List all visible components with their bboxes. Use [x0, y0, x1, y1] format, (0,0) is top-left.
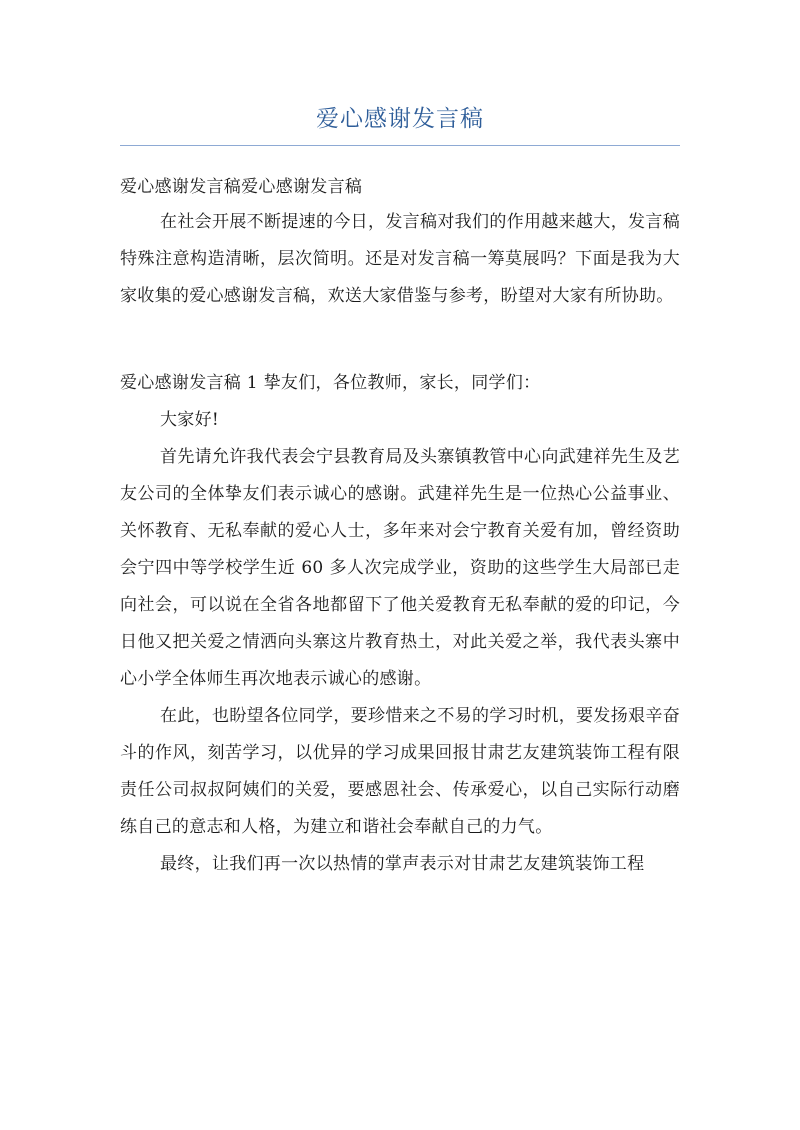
section-heading: 爱心感谢发言稿 1 挚友们，各位教师，家长，同学们：: [120, 373, 541, 393]
subtitle-line: 爱心感谢发言稿爱心感谢发言稿: [120, 177, 363, 197]
document-body: [120, 170, 680, 883]
body-paragraph-2: 在此，也盼望各位同学，要珍惜来之不易的学习时机，要发扬艰辛奋斗的作风，刻苦学习，以优异的学习成果回报甘肃艺友建筑装饰工程有限责任公司叔叔阿姨们的关爱，要感恩社会、传承爱心，以自己实际行动磨练自己的意志和人格，为建立和谐社会奉献自己的力气。: [120, 706, 680, 837]
title-underline: [120, 145, 680, 146]
intro-paragraph: 在社会开展不断提速的今日，发言稿对我们的作用越来越大，发言稿特殊注意构造清晰，层次简明。还是对发言稿一筹莫展吗？下面是我为大家收集的爱心感谢发言稿，欢送大家借鉴与参考，盼望对大家有所协助。: [120, 212, 680, 306]
body-paragraph-3: 最终，让我们再一次以热情的掌声表示对甘肃艺友建筑装饰工程: [160, 854, 645, 874]
body-paragraph-1: 首先请允许我代表会宁县教育局及头寨镇教管中心向武建祥先生及艺友公司的全体挚友们表示诚心的感谢。武建祥先生是一位热心公益事业、关怀教育、无私奉献的爱心人士，多年来对会宁教育关爱有加，曾经资助会宁四中等学校学生近 60 多人次完成学业，资助的这些学生大局部已走向社会，可以说在全省各地都留下了他关爱教育无私奉献的爱的印记，今日他又把关爱之情洒向头寨这片教育热土，对此关爱之举，我代表头寨中心小学全体师生再次地表示诚心的感谢。: [120, 447, 680, 689]
greeting-paragraph: 大家好!: [160, 410, 220, 430]
document-title: 爱心感谢发言稿: [316, 106, 484, 132]
